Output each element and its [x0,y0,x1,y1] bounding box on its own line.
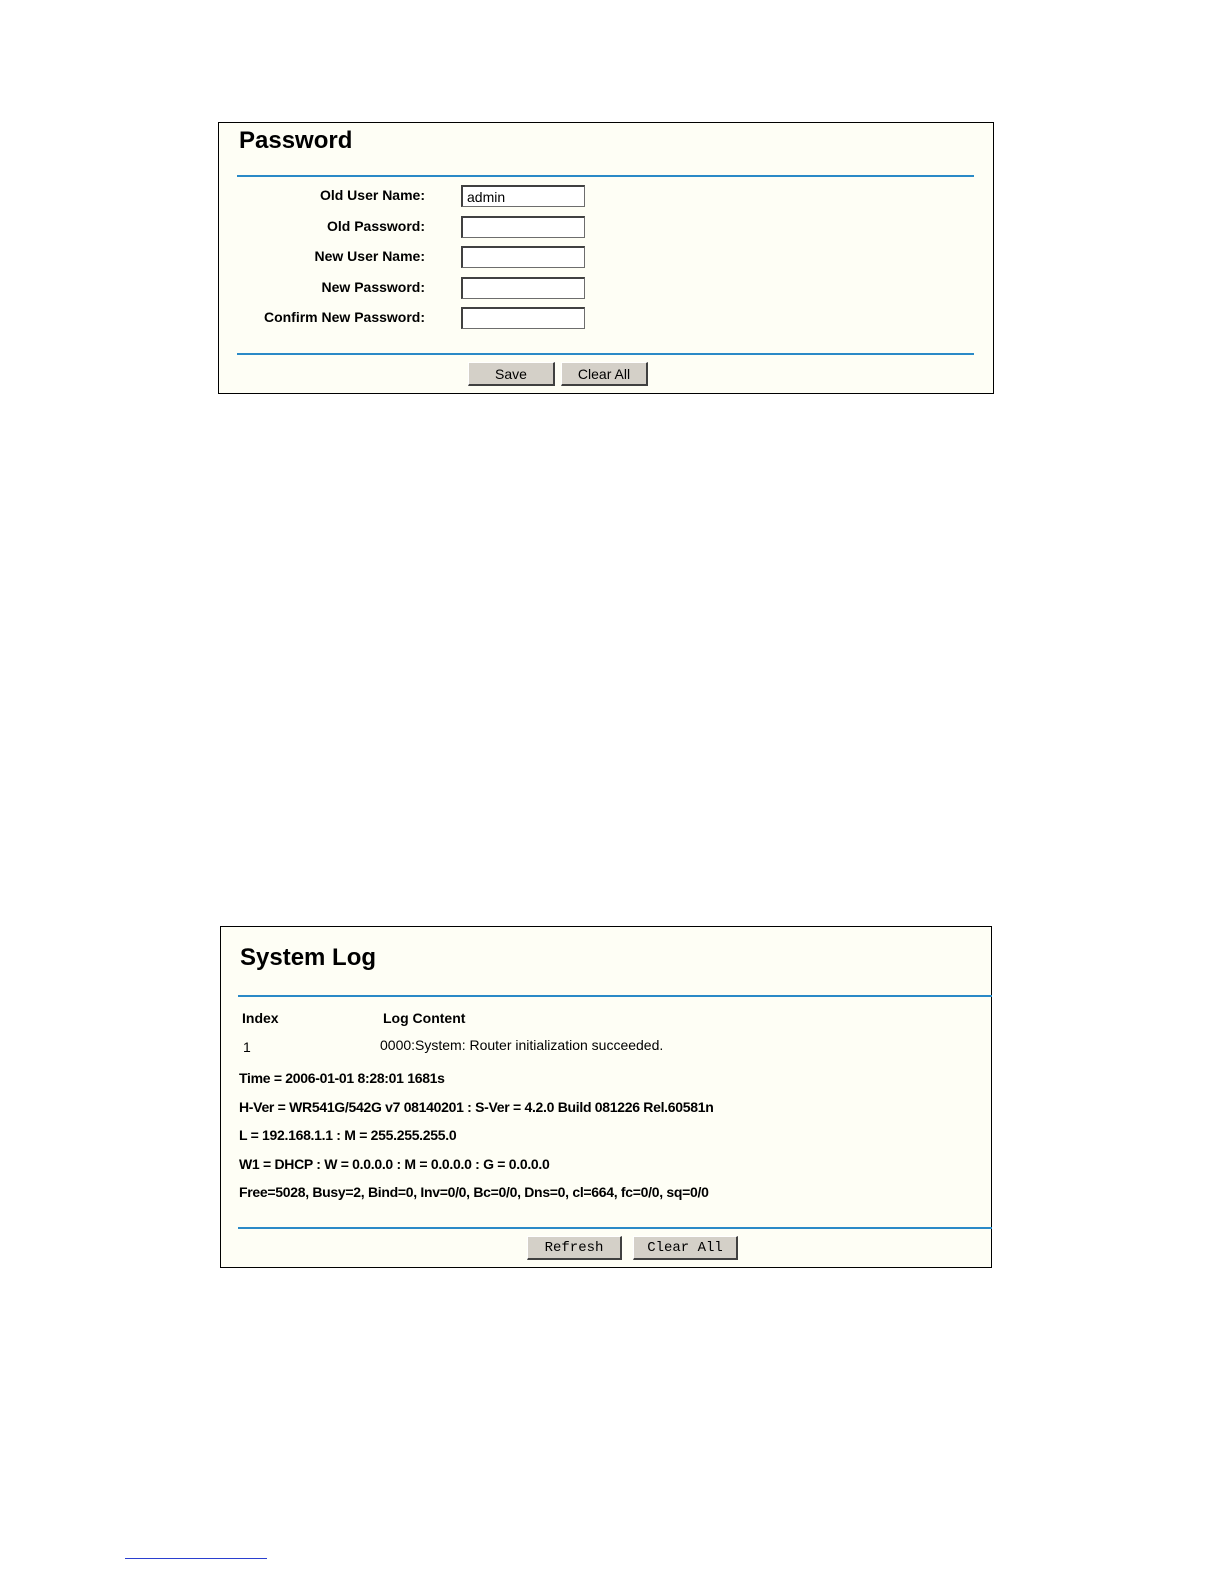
confirm-new-password-label: Confirm New Password: [263,309,425,325]
clear-all-log-button[interactable]: Clear All [633,1236,738,1260]
new-user-name-input[interactable] [461,246,585,268]
top-divider [237,175,974,177]
top-divider [238,995,992,997]
old-password-input[interactable] [461,216,585,238]
footnote-separator [125,1558,267,1559]
save-button[interactable]: Save [468,362,555,386]
log-row-content: 0000:System: Router initialization succeeded. [380,1037,664,1053]
bottom-divider [237,353,974,355]
system-log-panel [220,926,992,1268]
log-content-column-header: Log Content [383,1010,466,1026]
log-info-wan: W1 = DHCP : W = 0.0.0.0 : M = 0.0.0.0 : G = 0.0.0.0 [239,1156,550,1172]
log-row-index: 1 [243,1039,251,1055]
log-info-version: H-Ver = WR541G/542G v7 08140201 : S-Ver = 4.2.0 Build 081226 Rel.60581n [239,1099,714,1115]
refresh-button[interactable]: Refresh [527,1236,622,1260]
old-password-label: Old Password: [326,218,425,234]
new-user-name-label: New User Name: [314,248,425,264]
old-user-name-label: Old User Name: [319,187,425,203]
new-password-input[interactable] [461,277,585,299]
system-log-title: System Log [240,944,377,971]
old-user-name-input[interactable] [461,185,585,207]
confirm-new-password-input[interactable] [461,307,585,329]
log-info-stats: Free=5028, Busy=2, Bind=0, Inv=0/0, Bc=0/0, Dns=0, cl=664, fc=0/0, sq=0/0 [239,1184,709,1200]
log-info-time: Time = 2006-01-01 8:28:01 1681s [239,1070,445,1086]
password-panel [218,122,994,394]
bottom-divider [238,1227,992,1229]
password-title: Password [239,127,353,154]
log-info-lan: L = 192.168.1.1 : M = 255.255.255.0 [239,1127,457,1143]
clear-all-button[interactable]: Clear All [561,362,648,386]
new-password-label: New Password: [321,279,425,295]
index-column-header: Index [242,1010,279,1026]
